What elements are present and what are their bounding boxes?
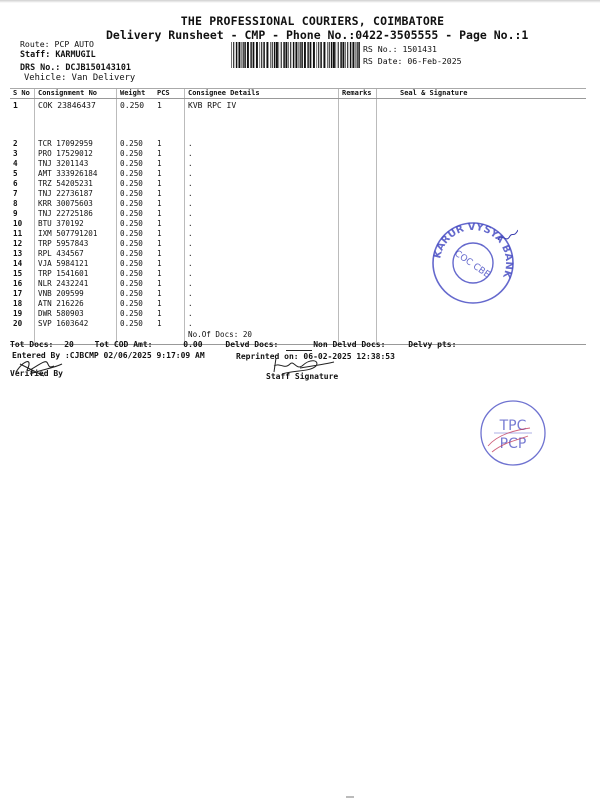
company-name: THE PROFESSIONAL COURIERS, COIMBATORE xyxy=(180,14,445,28)
cell-consignee: . xyxy=(185,229,339,239)
bank-stamp xyxy=(428,218,518,308)
cell-pcs: 1 xyxy=(157,179,162,188)
barcode-bar xyxy=(331,42,333,68)
cell-pcs: 1 xyxy=(157,189,162,198)
cell-pcs: 1 xyxy=(157,319,162,328)
cell-consignment: VJA 5984121 xyxy=(35,259,117,269)
barcode-bar xyxy=(242,42,243,68)
cell-remarks xyxy=(339,289,377,299)
barcode-bar xyxy=(270,42,271,68)
bank-stamp-center-text: COC CBE xyxy=(452,248,492,281)
tpc-stamp xyxy=(478,398,548,468)
cell-consignee: . xyxy=(185,309,339,319)
cell-remarks xyxy=(339,239,377,249)
cell-remarks xyxy=(339,229,377,239)
barcode-bar xyxy=(299,42,300,68)
cell-sno: 8 xyxy=(13,199,18,208)
barcode-bar xyxy=(336,42,337,68)
cell-weight: 0.250 xyxy=(117,279,155,289)
cell-pcs: 1 xyxy=(157,149,162,158)
cell-pcs: 1 xyxy=(157,219,162,228)
barcode-bar xyxy=(261,42,262,68)
scan-speck xyxy=(346,796,354,798)
cell-consignee: . xyxy=(185,259,339,269)
barcode-bar xyxy=(250,42,251,68)
cell-sno: 12 xyxy=(13,239,23,248)
col-seal xyxy=(377,89,587,99)
cell-sno: 2 xyxy=(13,139,18,148)
cell-consignee: . xyxy=(185,179,339,189)
cell-sno: 15 xyxy=(13,269,23,278)
cell-remarks xyxy=(339,169,377,179)
cell-weight: 0.250 xyxy=(117,299,155,309)
cell-weight: 0.250 xyxy=(117,169,155,179)
staff-signature xyxy=(270,354,340,376)
cell-pcs: 1 xyxy=(157,101,162,110)
barcode-bar xyxy=(307,42,308,68)
reprinted-on: Reprinted on: 06-02-2025 12:38:53 xyxy=(236,352,395,361)
cell-consignee: . xyxy=(185,269,339,279)
barcode-bar xyxy=(356,42,357,68)
cell-weight: 0.250 xyxy=(117,219,155,229)
cell-consignee: . xyxy=(185,279,339,289)
table-row xyxy=(10,179,586,189)
table-row xyxy=(10,309,586,319)
table-row xyxy=(10,169,586,179)
barcode-bar xyxy=(263,42,265,68)
cell-seal xyxy=(377,189,587,199)
cell-seal xyxy=(377,309,587,319)
vehicle-value: Van Delivery xyxy=(71,73,136,83)
barcode-bar xyxy=(323,42,325,68)
cell-sno: 10 xyxy=(13,219,23,228)
cell-pcs: 1 xyxy=(157,269,162,278)
cell-pcs: 1 xyxy=(157,199,162,208)
cell-remarks xyxy=(339,259,377,269)
table-row xyxy=(10,189,586,199)
barcode-bar xyxy=(310,42,312,68)
cell-consignee: . xyxy=(185,289,339,299)
barcode-bar xyxy=(350,42,352,68)
cell-remarks xyxy=(339,199,377,209)
cell-weight: 0.250 xyxy=(117,179,155,189)
barcode-bar xyxy=(340,42,342,68)
cell-weight: 0.250 xyxy=(117,249,155,259)
barcode-bar xyxy=(233,42,234,68)
cell-weight: 0.250 xyxy=(117,229,155,239)
cell-consignee: KVB RPC IV xyxy=(185,99,339,140)
barcode-bar xyxy=(290,42,291,68)
cell-consignee: . xyxy=(185,209,339,219)
barcode-bar xyxy=(276,42,278,68)
cell-pcs: 1 xyxy=(157,309,162,318)
cell-sno: 11 xyxy=(13,229,23,238)
barcode-bar xyxy=(231,42,232,68)
cell-consignee: . xyxy=(185,159,339,169)
cell-consignee: . xyxy=(185,169,339,179)
barcode-bar xyxy=(274,42,276,68)
rs-date-value: 06-Feb-2025 xyxy=(407,56,462,66)
cell-weight: 0.250 xyxy=(117,289,155,299)
cell-weight: 0.250 xyxy=(117,269,155,279)
staff-label: Staff: xyxy=(20,49,51,59)
cell-pcs: 1 xyxy=(157,259,162,268)
cell-consignment: TCR 17092959 xyxy=(35,139,117,149)
cell-remarks xyxy=(339,249,377,259)
barcode-bar xyxy=(272,42,273,68)
cell-consignment: TRP 1541601 xyxy=(35,269,117,279)
vehicle-field xyxy=(24,73,135,83)
col-pcs: PCS xyxy=(154,89,185,99)
cell-consignment: TNJ 22736187 xyxy=(35,189,117,199)
tot-docs-label: Tot Docs: xyxy=(10,340,54,349)
barcode-bar xyxy=(333,42,335,68)
col-seal-label: Seal & Signature xyxy=(400,89,468,97)
barcode-bar xyxy=(253,42,255,68)
cell-sno: 17 xyxy=(13,289,23,298)
cell-consignment: NLR 2432241 xyxy=(35,279,117,289)
cell-consignment: BTU 370192 xyxy=(35,219,117,229)
totals-line xyxy=(10,340,456,349)
cell-sno: 3 xyxy=(13,149,18,158)
svg-text:KARUR VYSYA BANK xyxy=(432,222,514,281)
cell-pcs: 1 xyxy=(157,239,162,248)
tpc-stamp-bottom: PCP xyxy=(499,436,527,452)
barcode-bar xyxy=(243,42,244,68)
cell-consignment: TRP 5957843 xyxy=(35,239,117,249)
route-field xyxy=(20,39,94,49)
cell-consignment: PRO 17529012 xyxy=(35,149,117,159)
bank-stamp-ring-text: KARUR VYSYA BANK xyxy=(432,221,515,280)
barcode-bar xyxy=(345,42,346,68)
tot-docs-value: 20 xyxy=(64,340,74,349)
cell-remarks xyxy=(339,309,377,319)
cell-sno: 5 xyxy=(13,169,18,178)
rs-no-value: 1501431 xyxy=(402,44,437,54)
cell-pcs: 1 xyxy=(157,249,162,258)
table-row xyxy=(10,139,586,149)
barcode-bar xyxy=(288,42,289,68)
cell-weight: 0.250 xyxy=(117,239,155,249)
tpc-stamp-top: TPC xyxy=(499,418,527,434)
cell-sno: 13 xyxy=(13,249,23,258)
cell-sno: 4 xyxy=(13,159,18,168)
barcode-bar xyxy=(320,42,322,68)
vehicle-label: Vehicle: xyxy=(24,73,67,83)
cell-consignment: KRR 30075603 xyxy=(35,199,117,209)
barcode-bar xyxy=(293,42,295,68)
cell-consignment: RPL 434567 xyxy=(35,249,117,259)
cell-remarks xyxy=(339,219,377,229)
cell-pcs: 1 xyxy=(157,299,162,308)
cell-consignment: TNJ 3201143 xyxy=(35,159,117,169)
cell-weight: 0.250 xyxy=(117,189,155,199)
verified-by-label: Verified By xyxy=(10,369,63,378)
barcode-bar xyxy=(251,42,252,68)
non-delvd-docs-label: Non Delvd Docs: xyxy=(313,340,386,349)
cell-sno: 20 xyxy=(13,319,23,328)
cell-weight: 0.250 xyxy=(117,259,155,269)
cell-pcs: 1 xyxy=(157,139,162,148)
barcode-bar xyxy=(358,42,360,68)
barcode-bar xyxy=(279,42,280,68)
barcode-bar xyxy=(266,42,268,68)
route-label: Route: xyxy=(20,39,50,49)
verifier-signature xyxy=(10,354,70,380)
cell-remarks xyxy=(339,269,377,279)
barcode-bar xyxy=(281,42,282,68)
cell-consignee: . xyxy=(185,189,339,199)
cell-consignee: . xyxy=(185,199,339,209)
barcode xyxy=(231,42,361,68)
rs-no-field xyxy=(363,44,437,54)
barcode-bar xyxy=(347,42,348,68)
cell-sno: 1 xyxy=(13,101,18,110)
cell-pcs: 1 xyxy=(157,229,162,238)
barcode-bar xyxy=(295,42,297,68)
cell-weight: 0.250 xyxy=(117,99,155,140)
drs-value: DCJB150143101 xyxy=(65,62,131,72)
cell-consignment: AMT 333926184 xyxy=(35,169,117,179)
cell-pcs: 1 xyxy=(157,159,162,168)
tot-cod-label: Tot COD Amt: xyxy=(94,340,153,349)
col-consignee: Consignee Details xyxy=(185,89,339,99)
cell-remarks xyxy=(339,179,377,189)
barcode-bar xyxy=(357,42,358,68)
cell-pcs: 1 xyxy=(157,279,162,288)
rs-date-label: RS Date: xyxy=(363,56,403,66)
cell-weight: 0.250 xyxy=(117,159,155,169)
cell-remarks xyxy=(339,99,377,140)
table-header-row xyxy=(10,89,586,99)
staff-value: KARMUGIL xyxy=(55,49,96,59)
cell-consignee: . xyxy=(188,319,193,328)
col-weight: Weight xyxy=(117,89,155,99)
strikethrough-mark xyxy=(286,350,312,351)
cell-consignment: TNJ 22725186 xyxy=(35,209,117,219)
table-row xyxy=(10,149,586,159)
barcode-bar xyxy=(301,42,303,68)
barcode-bar xyxy=(308,42,309,68)
cell-pcs: 1 xyxy=(157,289,162,298)
barcode-bar xyxy=(352,42,354,68)
cell-seal xyxy=(377,169,587,179)
table-row xyxy=(10,159,586,169)
cell-weight: 0.250 xyxy=(117,149,155,159)
cell-weight: 0.250 xyxy=(117,199,155,209)
cell-remarks xyxy=(339,139,377,149)
cell-consignment: ATN 216226 xyxy=(35,299,117,309)
cell-consignee: . xyxy=(185,149,339,159)
barcode-bar xyxy=(338,42,339,68)
cell-consignee: . xyxy=(185,249,339,259)
table-row xyxy=(10,99,586,140)
cell-seal xyxy=(377,199,587,209)
cell-remarks xyxy=(339,279,377,289)
barcode-bar xyxy=(313,42,315,68)
cell-consignee: . xyxy=(185,139,339,149)
drs-label: DRS No.: xyxy=(20,62,61,72)
cell-remarks xyxy=(339,189,377,199)
cell-sno: 18 xyxy=(13,299,23,308)
tot-cod-value: 0.00 xyxy=(183,340,203,349)
cell-remarks xyxy=(339,159,377,169)
barcode-bar xyxy=(236,42,238,68)
drs-field xyxy=(20,62,131,72)
entered-by: Entered By :CJBCMP 02/06/2025 9:17:09 AM xyxy=(12,351,205,360)
cell-sno: 19 xyxy=(13,309,23,318)
delvd-docs-label: Delvd Docs: xyxy=(225,340,279,349)
cell-consignment: TRZ 54205231 xyxy=(35,179,117,189)
cell-consignment: SVP 1603642 xyxy=(35,319,117,343)
barcode-bar xyxy=(342,42,344,68)
barcode-bar xyxy=(285,42,287,68)
table-row xyxy=(10,199,586,209)
cell-consignee: . xyxy=(185,299,339,309)
runsheet-title: Delivery Runsheet - CMP - Phone No.:0422-3505555 - Page No.:1 xyxy=(106,28,529,42)
cell-remarks xyxy=(339,209,377,219)
cell-pcs: 1 xyxy=(157,169,162,178)
cell-sno: 6 xyxy=(13,179,18,188)
staff-field xyxy=(20,49,96,59)
barcode-bar xyxy=(300,42,301,68)
cell-seal xyxy=(377,99,587,140)
cell-weight: 0.250 xyxy=(117,319,155,343)
cell-remarks xyxy=(339,149,377,159)
rs-no-label: RS No.: xyxy=(363,44,398,54)
cell-consignee: . xyxy=(185,219,339,229)
cell-weight: 0.250 xyxy=(117,309,155,319)
cell-consignment: DWR 580903 xyxy=(35,309,117,319)
cell-weight: 0.250 xyxy=(117,209,155,219)
barcode-bar xyxy=(244,42,246,68)
cell-remarks xyxy=(339,299,377,309)
barcode-bar xyxy=(318,42,319,68)
cell-weight: 0.250 xyxy=(117,139,155,149)
barcode-bar xyxy=(327,42,328,68)
no-of-docs: No.Of Docs: 20 xyxy=(188,330,253,339)
staff-signature-label: Staff Signature xyxy=(266,372,339,381)
rs-date-field xyxy=(363,56,462,66)
barcode-bar xyxy=(304,42,306,68)
barcode-bar xyxy=(260,42,261,68)
barcode-bar xyxy=(317,42,318,68)
barcode-bar xyxy=(283,42,285,68)
barcode-bar xyxy=(329,42,330,68)
cell-consignment: IXM 507791201 xyxy=(35,229,117,239)
cell-seal xyxy=(377,179,587,189)
cell-consignment: VNB 209599 xyxy=(35,289,117,299)
cell-sno: 7 xyxy=(13,189,18,198)
cell-seal xyxy=(377,159,587,169)
delvy-pts-label: Delvy pts: xyxy=(408,340,457,349)
scan-edge xyxy=(0,0,600,3)
col-consignment: Consignment No xyxy=(35,89,117,99)
cell-seal xyxy=(377,139,587,149)
barcode-bar xyxy=(256,42,258,68)
cell-sno: 9 xyxy=(13,209,18,218)
cell-sno: 14 xyxy=(13,259,23,268)
cell-consignment: COK 23846437 xyxy=(35,99,117,140)
barcode-bar xyxy=(238,42,240,68)
cell-seal xyxy=(377,149,587,159)
cell-consignee: . xyxy=(185,239,339,249)
col-sno: S No xyxy=(10,89,35,99)
cell-pcs: 1 xyxy=(157,209,162,218)
barcode-bar xyxy=(247,42,249,68)
cell-sno: 16 xyxy=(13,279,23,288)
col-remarks: Remarks xyxy=(339,89,377,99)
route-value: PCP AUTO xyxy=(54,39,94,49)
